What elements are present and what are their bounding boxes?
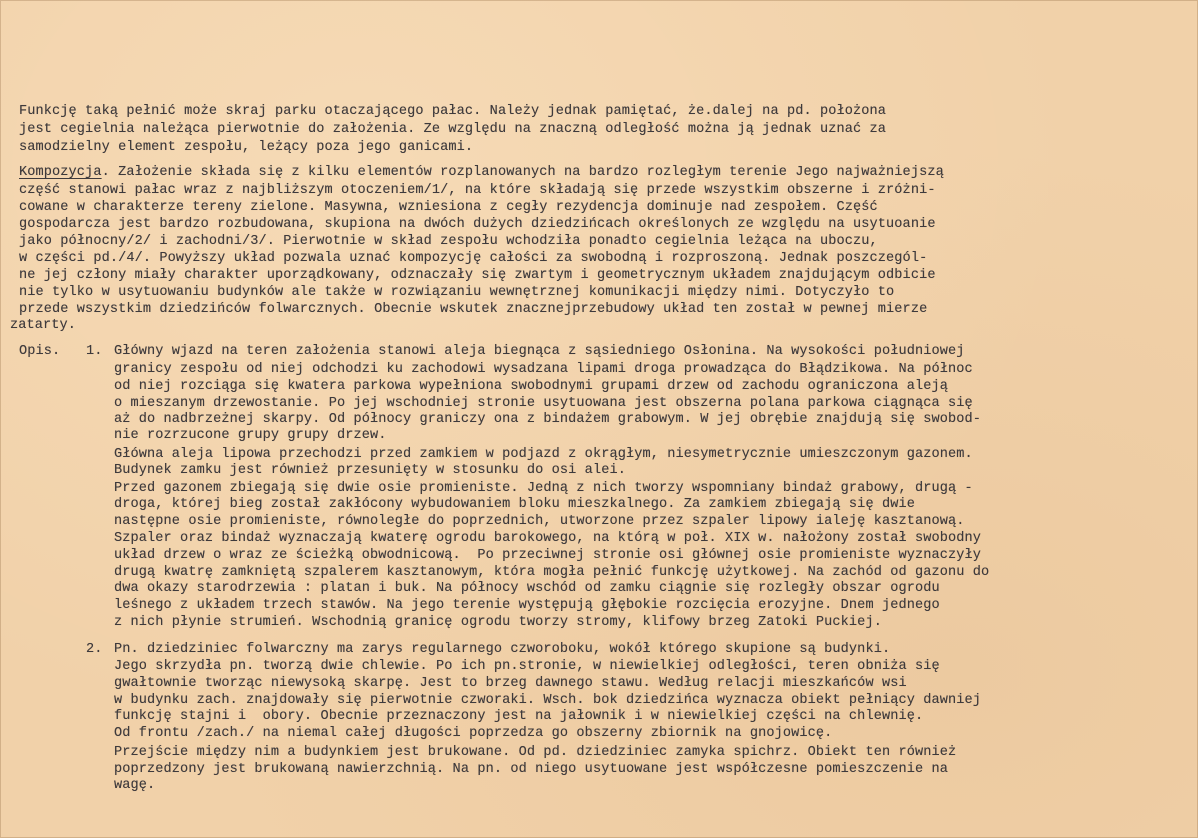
intro-line-1: Funkcję taką pełnić może skraj parku otaczającego pałac. Należy jednak pamiętać, że.dalej na pd. położona <box>19 104 887 119</box>
kompozycja-first-line <box>19 165 944 181</box>
kompozycja-line-3: cowane w charakterze tereny zielone. Masywna, wzniesiona z cegły rezydencja dominuje nad zespołem. Część <box>19 200 878 215</box>
opis-2-line-4: w budynku zach. znajdowały się pierwotnie czworaki. Wsch. bok dziedzińca wyznacza obiekt pełniący dawniej <box>114 693 982 708</box>
kompozycja-line-2: część stanowi pałac wraz z najbliższym otoczeniem/1/, na które składają się przede wszystkim obszerne i zróżni- <box>19 183 936 198</box>
opis-1-line-8: Budynek zamku jest również przesunięty w stosunku do osi alei. <box>114 463 626 478</box>
opis-1-line-9: Przed gazonem zbiegają się dwie osie promieniste. Jedną z nich tworzy wspomniany bindaż grabowy, drugą - <box>114 481 973 496</box>
opis-1-line-6: nie rozrzucone grupy grupy drzew. <box>114 428 387 443</box>
opis-2-line-7: Przejście między nim a budynkiem jest brukowane. Od pd. dziedziniec zamyka spichrz. Obiekt ten również <box>114 745 957 760</box>
opis-1-line-2: granicy zespołu od niej odchodzi ku zachodowi wysadzana lipami droga prowadząca do Błądzikowa. Na północ <box>114 362 973 377</box>
opis-item-2-number: 2. <box>86 642 103 657</box>
opis-1-line-15: dwa okazy starodrzewia : platan i buk. Na północy wschód od zamku ciągnie się rozległy obszar ogrodu <box>114 581 940 596</box>
kompozycja-line-7: ne jej człony miały charakter uporządkowany, odznaczały się zwartym i geometrycznym układem znajdującym odbicie <box>19 268 936 283</box>
kompozycja-line-9: przede wszystkim dziedzińców folwarcznych. Obecnie wskutek znacznejprzebudowy układ ten został w pewnej mierze <box>19 302 928 317</box>
opis-1-line-17: z nich płynie strumień. Wschodnią granicę ogrodu tworzy stromy, klifowy brzeg Zatoki Puckiej. <box>114 615 882 630</box>
opis-1-line-3: od niej rozciąga się kwatera parkowa wypełniona swobodnymi grupami drzew od zachodu ograniczona aleją <box>114 379 949 394</box>
intro-line-2: jest cegielnia należąca pierwotnie do założenia. Ze względu na znaczną odległość można ją jednak uznać za <box>19 122 887 137</box>
opis-1-line-13: układ drzew o wraz ze ścieżką obwodnicową. Po przeciwnej stronie osi głównej osie promieniste wyznaczyły <box>114 548 982 563</box>
opis-2-line-5: funkcję stajni i obory. Obecnie przeznaczony jest na jałownik i w niewielkiej części na chlewnię. <box>114 709 924 724</box>
opis-1-line-4: o mieszanym drzewostanie. Po jej wschodniej stronie usytuowana jest obszerna polana parkowa ciągnąca się <box>114 396 973 411</box>
opis-2-line-1: Pn. dziedziniec folwarczny ma zarys regularnego czworoboku, wokół którego skupione są budynki. <box>114 642 891 657</box>
opis-2-line-8: poprzedzony jest brukowaną nawierzchnią. Na pn. od niego usytuowane jest współczesne pomieszczenie na <box>114 762 949 777</box>
opis-1-line-10: droga, której bieg został zakłócony wybudowaniem bloku mieszkalnego. Za zamkiem zbiegają się dwie <box>114 497 915 512</box>
opis-label: Opis. <box>19 344 61 359</box>
kompozycja-line-4: gospodarcza jest bardzo rozbudowana, skupiona na dwóch dużych dziedzińcach określonych ze względu na usytuoanie <box>19 217 936 232</box>
kompozycja-line-10: zatarty. <box>10 318 77 333</box>
opis-item-1-number: 1. <box>86 344 103 359</box>
kompozycja-first-line-rest: . Założenie składa się z kilku elementów rozplanowanych na bardzo rozległym terenie Jego najważniejszą <box>101 165 944 180</box>
kompozycja-line-6: w części pd./4/. Powyższy układ pozwala uznać kompozycję całości za swobodną i rozproszoną. Jednak poszczegól- <box>19 251 928 266</box>
kompozycja-line-8: nie tylko w usytuowaniu budynków ale także w rozwiązaniu wewnętrznej komunikacji między nimi. Dotyczyło to <box>19 285 895 300</box>
opis-1-line-16: leśnego z układem trzech stawów. Na jego terenie występują głębokie rozcięcia erozyjne. Dnem jednego <box>114 598 940 613</box>
opis-1-line-7: Główna aleja lipowa przechodzi przed zamkiem w podjazd z okrągłym, niesymetrycznie umieszczonym gazonem. <box>114 447 973 462</box>
opis-2-line-3: gwałtownie tworząc niewysoką skarpę. Jest to brzeg dawnego stawu. Według relacji mieszkańców wsi <box>114 676 907 691</box>
opis-2-line-2: Jego skrzydła pn. tworzą dwie chlewie. Po ich pn.stronie, w niewielkiej odległości, teren obniża się <box>114 659 940 674</box>
opis-1-line-5: aż do nadbrzeżnej skarpy. Od północy graniczy ona z bindażem grabowym. W jej obrębie znajdują się swobod- <box>114 412 982 427</box>
opis-1-line-1: Główny wjazd na teren założenia stanowi aleja biegnąca z sąsiedniego Osłonina. Na wysokości południowej <box>114 344 965 359</box>
intro-line-3: samodzielny element zespołu, leżący poza jego ganicami. <box>19 140 474 155</box>
opis-1-line-14: drugą kwatrę zamkniętą szpalerem kasztanowym, która mogła pełnić funkcję użytkowej. Na zachód od gazonu do <box>114 565 990 580</box>
opis-1-line-12: Szpaler oraz bindaż wyznaczają kwaterę ogrodu barokowego, na którą w poł. XIX w. nałożony został swobodny <box>114 531 982 546</box>
opis-1-line-11: następne osie promieniste, równoległe do poprzednich, utworzone przez szpaler lipowy ialeję kasztanową. <box>114 514 965 529</box>
kompozycja-heading: Kompozycja <box>19 165 102 180</box>
kompozycja-line-5: jako północny/2/ i zachodni/3/. Pierwotnie w skład zespołu wchodziła ponadto cegielnia leżąca na uboczu, <box>19 234 878 249</box>
opis-2-line-9: wagę. <box>114 778 156 793</box>
opis-2-line-6: Od frontu /zach./ na niemal całej długości poprzedza go obszerny zbiornik na gnojowicę. <box>114 726 833 741</box>
